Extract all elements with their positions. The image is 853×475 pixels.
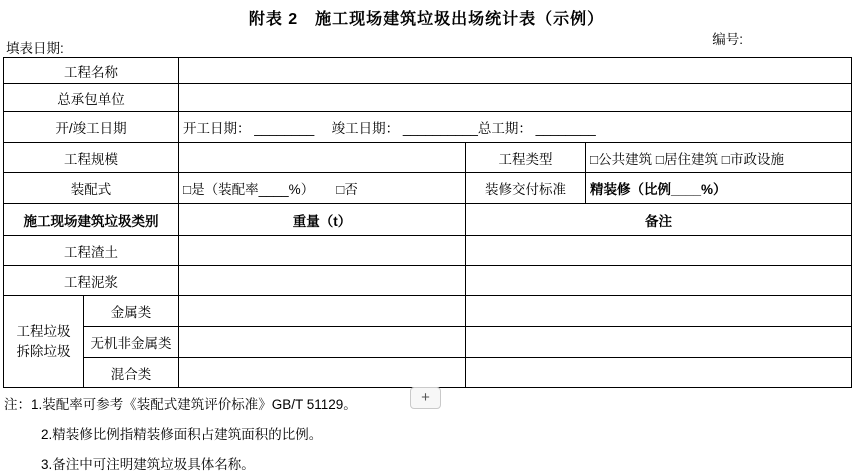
footnote-text-1: 1.装配率可参考《装配式建筑评价标准》GB/T 51129。 bbox=[31, 397, 357, 412]
contractor-label: 总承包单位 bbox=[4, 84, 179, 112]
dates-label: 开/竣工日期 bbox=[4, 112, 179, 143]
scale-input-cell[interactable] bbox=[179, 143, 466, 173]
inorganic-remark-input-cell[interactable] bbox=[466, 327, 852, 358]
notes-prefix: 注： bbox=[4, 397, 31, 412]
inorganic-label: 无机非金属类 bbox=[84, 327, 179, 358]
doc-number-label: 编号: bbox=[712, 32, 743, 47]
inorganic-weight-input-cell[interactable] bbox=[179, 327, 466, 358]
table-row bbox=[4, 173, 852, 204]
project-name-label: 工程名称 bbox=[4, 58, 179, 84]
mixed-weight-input-cell[interactable] bbox=[179, 358, 466, 388]
mixed-remark-input-cell[interactable] bbox=[466, 358, 852, 388]
footnote-line-1 bbox=[4, 397, 357, 414]
decoration-value-cell[interactable]: 精装修（比例____%） bbox=[586, 173, 852, 204]
prefab-options-cell[interactable] bbox=[179, 173, 466, 204]
add-row-button[interactable]: + bbox=[410, 387, 441, 409]
metal-remark-input-cell[interactable] bbox=[466, 296, 852, 327]
mud-label: 工程泥浆 bbox=[4, 266, 179, 296]
table-row bbox=[4, 266, 852, 296]
metal-label: 金属类 bbox=[84, 296, 179, 327]
table-row bbox=[4, 358, 852, 388]
footnotes bbox=[4, 397, 357, 475]
footnote-line-3: 3.备注中可注明建筑垃圾具体名称。 bbox=[41, 456, 255, 472]
project-name-input-cell[interactable] bbox=[179, 58, 852, 84]
table-row bbox=[4, 84, 852, 112]
type-label: 工程类型 bbox=[466, 143, 586, 173]
slag-remark-input-cell[interactable] bbox=[466, 236, 852, 266]
slag-weight-input-cell[interactable] bbox=[179, 236, 466, 266]
group-label-line1: 工程垃圾 bbox=[16, 323, 71, 339]
table-row bbox=[4, 296, 852, 327]
metal-weight-input-cell[interactable] bbox=[179, 296, 466, 327]
prefab-yes-checkbox[interactable]: □是（装配率____%） bbox=[183, 182, 315, 197]
page-title: 附表 2 施工现场建筑垃圾出场统计表（示例） bbox=[248, 11, 605, 28]
slag-label: 工程渣土 bbox=[4, 236, 179, 266]
type-options-cell[interactable]: □公共建筑 □居住建筑 □市政设施 bbox=[586, 143, 852, 173]
prefab-label: 装配式 bbox=[4, 173, 179, 204]
group-label-construction-demolition bbox=[4, 296, 84, 388]
scale-label: 工程规模 bbox=[4, 143, 179, 173]
table-row bbox=[4, 58, 852, 84]
fill-date-label: 填表日期: bbox=[6, 41, 64, 56]
contractor-input-cell[interactable] bbox=[179, 84, 852, 112]
prefab-no-checkbox[interactable]: □否 bbox=[336, 182, 358, 197]
table-row bbox=[4, 143, 852, 173]
weight-header: 重量（t） bbox=[179, 204, 466, 236]
remark-header: 备注 bbox=[466, 204, 852, 236]
table-row bbox=[4, 112, 852, 143]
decoration-label: 装修交付标准 bbox=[466, 173, 586, 204]
table-row bbox=[4, 204, 852, 236]
footnote-line-2: 2.精装修比例指精装修面积占建筑面积的比例。 bbox=[41, 426, 323, 442]
group-label-line2: 拆除垃圾 bbox=[16, 343, 71, 359]
mixed-label: 混合类 bbox=[84, 358, 179, 388]
mud-remark-input-cell[interactable] bbox=[466, 266, 852, 296]
mud-weight-input-cell[interactable] bbox=[179, 266, 466, 296]
table-row bbox=[4, 236, 852, 266]
category-header: 施工现场建筑垃圾类别 bbox=[4, 204, 179, 236]
table-row bbox=[4, 327, 852, 358]
dates-input-cell[interactable]: 开工日期： ________ 竣工日期： __________总工期： ________ bbox=[179, 112, 852, 143]
waste-statistics-table bbox=[3, 57, 852, 388]
